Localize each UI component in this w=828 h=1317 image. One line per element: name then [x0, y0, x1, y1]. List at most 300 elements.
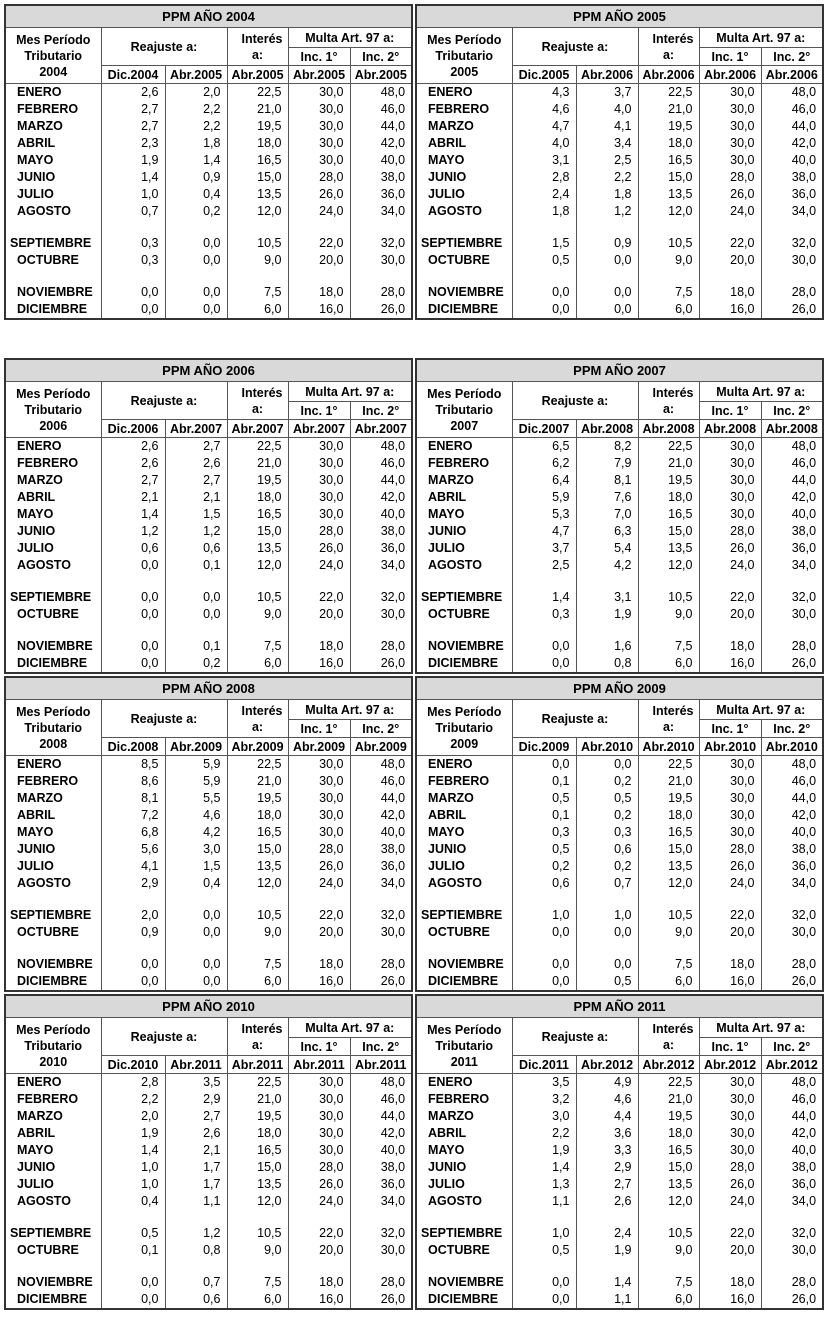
- reajuste-abr-cell: 6,3: [576, 523, 638, 540]
- interes-abr-header: Abr.2005: [227, 66, 288, 84]
- reajuste-abr-cell: 2,0: [165, 84, 227, 102]
- table-row: [5, 186, 412, 203]
- inc2-cell: 44,0: [350, 1108, 412, 1125]
- reajuste-dic-cell: 1,4: [101, 506, 165, 523]
- reajuste-dic-cell: 3,5: [512, 1074, 576, 1092]
- table-title: PPM AÑO 2011: [416, 995, 823, 1018]
- month-cell: ABRIL: [5, 489, 101, 506]
- spacer-cell: [761, 892, 823, 907]
- month-cell: NOVIEMBRE: [416, 1274, 512, 1291]
- inc1-cell: 28,0: [288, 1159, 350, 1176]
- table-title: PPM AÑO 2010: [5, 995, 412, 1018]
- reajuste-abr-cell: 3,1: [576, 589, 638, 606]
- reajuste-dic-cell: 2,2: [512, 1125, 576, 1142]
- mes-periodo-label: Mes Período Tributario: [16, 704, 91, 735]
- interes-cell: 19,5: [638, 790, 699, 807]
- inc2-cell: 40,0: [761, 824, 823, 841]
- reajuste-abr-cell: 1,6: [576, 638, 638, 655]
- reajuste-dic-cell: 0,6: [512, 875, 576, 892]
- dic-header: Dic.2008: [101, 738, 165, 756]
- reajuste-abr-cell: 0,4: [165, 875, 227, 892]
- reajuste-dic-cell: 0,0: [512, 756, 576, 774]
- inc2-cell: 46,0: [350, 101, 412, 118]
- table-row: [416, 152, 823, 169]
- inc2-header: Inc. 2°: [761, 402, 823, 420]
- multa-header: Multa Art. 97 a:: [288, 382, 412, 402]
- table-row: [5, 756, 412, 774]
- reajuste-dic-cell: 0,0: [101, 589, 165, 606]
- reajuste-abr-cell: 0,0: [165, 973, 227, 991]
- table-row: [5, 203, 412, 220]
- month-cell: NOVIEMBRE: [416, 956, 512, 973]
- interes-cell: 16,5: [227, 1142, 288, 1159]
- spacer-cell: [165, 623, 227, 638]
- month-cell: MAYO: [5, 824, 101, 841]
- inc2-cell: 44,0: [350, 790, 412, 807]
- inc2-cell: 40,0: [761, 506, 823, 523]
- table-row: [416, 875, 823, 892]
- inc1-abr-header: Abr.2009: [288, 738, 350, 756]
- inc1-cell: 30,0: [699, 489, 761, 506]
- interes-cell: 12,0: [227, 203, 288, 220]
- reajuste-abr-cell: 2,6: [165, 1125, 227, 1142]
- inc1-cell: 20,0: [699, 924, 761, 941]
- inc2-cell: 42,0: [350, 135, 412, 152]
- inc1-abr-header: Abr.2011: [288, 1056, 350, 1074]
- table-row: [5, 907, 412, 924]
- table-row: [416, 956, 823, 973]
- inc1-cell: 30,0: [699, 152, 761, 169]
- spacer-cell: [101, 623, 165, 638]
- tributario-year: 2007: [450, 418, 479, 433]
- reajuste-abr-cell: 0,2: [576, 858, 638, 875]
- month-cell: AGOSTO: [5, 1193, 101, 1210]
- inc2-cell: 30,0: [761, 606, 823, 623]
- reajuste-abr-cell: 0,0: [576, 756, 638, 774]
- month-cell: AGOSTO: [5, 875, 101, 892]
- reajuste-dic-cell: 2,9: [101, 875, 165, 892]
- inc1-cell: 24,0: [699, 203, 761, 220]
- month-cell: AGOSTO: [416, 203, 512, 220]
- reajuste-abr-cell: 4,9: [576, 1074, 638, 1092]
- table-row: [416, 907, 823, 924]
- month-cell: MARZO: [5, 472, 101, 489]
- spacer-cell: [576, 269, 638, 284]
- reajuste-dic-cell: 0,0: [101, 655, 165, 673]
- month-cell: NOVIEMBRE: [416, 638, 512, 655]
- interes-cell: 7,5: [638, 638, 699, 655]
- inc2-cell: 28,0: [350, 1274, 412, 1291]
- interes-abr-header: Abr.2009: [227, 738, 288, 756]
- table-row: [5, 655, 412, 673]
- inc2-cell: 26,0: [350, 973, 412, 991]
- month-cell: MAYO: [5, 152, 101, 169]
- inc1-cell: 24,0: [288, 1193, 350, 1210]
- reajuste-dic-cell: 1,0: [101, 1176, 165, 1193]
- reajuste-dic-cell: 0,2: [512, 858, 576, 875]
- month-cell: MAYO: [416, 824, 512, 841]
- month-cell: ABRIL: [416, 489, 512, 506]
- spacer-cell: [227, 1259, 288, 1274]
- inc2-cell: 38,0: [761, 1159, 823, 1176]
- interes-cell: 7,5: [227, 284, 288, 301]
- reajuste-dic-cell: 4,7: [512, 118, 576, 135]
- month-cell: OCTUBRE: [416, 606, 512, 623]
- table-row: [5, 790, 412, 807]
- inc2-cell: 30,0: [350, 606, 412, 623]
- reajuste-dic-cell: 4,3: [512, 84, 576, 102]
- interes-cell: 10,5: [227, 907, 288, 924]
- interes-cell: 22,5: [227, 1074, 288, 1092]
- inc1-cell: 30,0: [288, 84, 350, 102]
- table-row: [416, 455, 823, 472]
- table-row: [5, 252, 412, 269]
- interes-cell: 9,0: [638, 606, 699, 623]
- reajuste-abr-cell: 0,2: [165, 203, 227, 220]
- interes-cell: 6,0: [638, 655, 699, 673]
- spacer-cell: [350, 623, 412, 638]
- month-cell: OCTUBRE: [5, 606, 101, 623]
- reajuste-dic-cell: 0,5: [101, 1225, 165, 1242]
- inc1-cell: 30,0: [288, 489, 350, 506]
- abr-header: Abr.2007: [165, 420, 227, 438]
- ppm-table-2008: [4, 676, 413, 992]
- inc1-cell: 18,0: [699, 284, 761, 301]
- inc1-cell: 30,0: [288, 1091, 350, 1108]
- spacer-cell: [165, 941, 227, 956]
- interes-header: Interés a:: [227, 700, 288, 738]
- month-cell: MAYO: [5, 1142, 101, 1159]
- interes-cell: 15,0: [638, 523, 699, 540]
- table-row: [5, 638, 412, 655]
- reajuste-abr-cell: 1,5: [165, 858, 227, 875]
- inc1-cell: 24,0: [699, 557, 761, 574]
- spacer-cell: [761, 269, 823, 284]
- reajuste-abr-cell: 0,2: [576, 807, 638, 824]
- reajuste-abr-cell: 1,9: [576, 1242, 638, 1259]
- month-cell: FEBRERO: [5, 773, 101, 790]
- inc1-cell: 24,0: [288, 875, 350, 892]
- inc1-cell: 28,0: [699, 523, 761, 540]
- interes-cell: 16,5: [638, 1142, 699, 1159]
- spacer-cell: [101, 941, 165, 956]
- spacer-cell: [638, 941, 699, 956]
- table-row: [416, 101, 823, 118]
- spacer-cell: [699, 623, 761, 638]
- ppm-table-2007: [415, 358, 824, 674]
- spacer-cell: [761, 1210, 823, 1225]
- reajuste-dic-cell: 2,3: [101, 135, 165, 152]
- month-cell: JULIO: [5, 1176, 101, 1193]
- reajuste-abr-cell: 3,0: [165, 841, 227, 858]
- month-cell: AGOSTO: [5, 557, 101, 574]
- spacer-cell: [638, 1210, 699, 1225]
- reajuste-abr-cell: 3,4: [576, 135, 638, 152]
- inc2-cell: 28,0: [761, 1274, 823, 1291]
- table-row: [416, 1242, 823, 1259]
- spacer-cell: [699, 269, 761, 284]
- reajuste-header: Reajuste a:: [512, 700, 638, 738]
- table-row: [416, 438, 823, 456]
- reajuste-dic-cell: 0,0: [101, 956, 165, 973]
- month-cell: JULIO: [416, 186, 512, 203]
- spacer-cell: [227, 220, 288, 235]
- inc2-cell: 48,0: [350, 1074, 412, 1092]
- month-cell: AGOSTO: [416, 557, 512, 574]
- interes-cell: 10,5: [227, 1225, 288, 1242]
- inc2-cell: 38,0: [350, 841, 412, 858]
- inc1-cell: 28,0: [699, 169, 761, 186]
- inc2-cell: 44,0: [761, 790, 823, 807]
- month-cell: FEBRERO: [5, 455, 101, 472]
- month-cell: ABRIL: [416, 135, 512, 152]
- interes-abr-header: Abr.2007: [227, 420, 288, 438]
- multa-header: Multa Art. 97 a:: [699, 382, 823, 402]
- inc1-cell: 30,0: [288, 1125, 350, 1142]
- interes-cell: 13,5: [227, 186, 288, 203]
- reajuste-dic-cell: 0,5: [512, 1242, 576, 1259]
- reajuste-abr-cell: 7,9: [576, 455, 638, 472]
- spacer-cell: [165, 269, 227, 284]
- reajuste-abr-cell: 0,6: [165, 1291, 227, 1309]
- reajuste-dic-cell: 5,6: [101, 841, 165, 858]
- month-cell: SEPTIEMBRE: [5, 1225, 101, 1242]
- reajuste-dic-cell: 1,0: [512, 907, 576, 924]
- spacer-cell: [350, 1259, 412, 1274]
- spacer-cell: [576, 1259, 638, 1274]
- spacer-cell: [288, 220, 350, 235]
- month-cell: ENERO: [5, 1074, 101, 1092]
- inc2-cell: 44,0: [761, 472, 823, 489]
- interes-cell: 16,5: [638, 506, 699, 523]
- inc2-cell: 38,0: [761, 841, 823, 858]
- inc2-abr-header: Abr.2011: [350, 1056, 412, 1074]
- multa-header: Multa Art. 97 a:: [699, 700, 823, 720]
- month-cell: JULIO: [416, 540, 512, 557]
- month-cell: JULIO: [5, 540, 101, 557]
- month-cell: JULIO: [416, 1176, 512, 1193]
- reajuste-abr-cell: 1,7: [165, 1159, 227, 1176]
- spacer-cell: [416, 269, 512, 284]
- month-cell: AGOSTO: [416, 875, 512, 892]
- inc2-cell: 34,0: [350, 557, 412, 574]
- inc2-header: Inc. 2°: [761, 720, 823, 738]
- table-row: [5, 1159, 412, 1176]
- mes-periodo-label: Mes Período Tributario: [16, 386, 91, 417]
- spacer-cell: [350, 892, 412, 907]
- mes-periodo-label: Mes Período Tributario: [16, 1022, 91, 1053]
- inc2-cell: 30,0: [350, 252, 412, 269]
- reajuste-dic-cell: 1,2: [101, 523, 165, 540]
- interes-abr-header: Abr.2006: [638, 66, 699, 84]
- reajuste-dic-cell: 4,0: [512, 135, 576, 152]
- month-cell: AGOSTO: [416, 1193, 512, 1210]
- reajuste-abr-cell: 7,0: [576, 506, 638, 523]
- interes-cell: 15,0: [638, 841, 699, 858]
- reajuste-dic-cell: 2,6: [101, 84, 165, 102]
- inc1-cell: 26,0: [288, 186, 350, 203]
- spacer-cell: [5, 574, 101, 589]
- table-row: [416, 540, 823, 557]
- reajuste-dic-cell: 2,8: [101, 1074, 165, 1092]
- inc1-cell: 26,0: [699, 858, 761, 875]
- table-row: [5, 523, 412, 540]
- inc2-cell: 40,0: [350, 152, 412, 169]
- reajuste-dic-cell: 0,9: [101, 924, 165, 941]
- interes-cell: 16,5: [227, 152, 288, 169]
- inc1-cell: 22,0: [288, 235, 350, 252]
- inc2-cell: 30,0: [761, 1242, 823, 1259]
- inc1-cell: 18,0: [699, 956, 761, 973]
- inc1-cell: 20,0: [288, 252, 350, 269]
- interes-cell: 22,5: [638, 438, 699, 456]
- reajuste-dic-cell: 2,4: [512, 186, 576, 203]
- table-row: [5, 506, 412, 523]
- inc1-header: Inc. 1°: [699, 720, 761, 738]
- reajuste-dic-cell: 6,4: [512, 472, 576, 489]
- reajuste-abr-cell: 0,0: [165, 606, 227, 623]
- table-row: [5, 1176, 412, 1193]
- table-row: [5, 489, 412, 506]
- table-row: [5, 875, 412, 892]
- table-row: [5, 169, 412, 186]
- month-cell: MARZO: [416, 1108, 512, 1125]
- interes-cell: 19,5: [638, 1108, 699, 1125]
- month-cell: SEPTIEMBRE: [416, 589, 512, 606]
- inc1-cell: 30,0: [288, 472, 350, 489]
- interes-cell: 21,0: [638, 455, 699, 472]
- inc2-cell: 26,0: [761, 1291, 823, 1309]
- reajuste-abr-cell: 0,5: [576, 790, 638, 807]
- spacer-cell: [165, 1259, 227, 1274]
- interes-cell: 19,5: [227, 1108, 288, 1125]
- reajuste-abr-cell: 2,7: [576, 1176, 638, 1193]
- inc1-cell: 16,0: [288, 1291, 350, 1309]
- inc1-header: Inc. 1°: [288, 1038, 350, 1056]
- spacer-cell: [101, 574, 165, 589]
- reajuste-abr-cell: 0,0: [576, 252, 638, 269]
- reajuste-dic-cell: 2,2: [101, 1091, 165, 1108]
- spacer-cell: [416, 941, 512, 956]
- inc2-cell: 34,0: [350, 1193, 412, 1210]
- reajuste-abr-cell: 0,0: [576, 924, 638, 941]
- spacer-cell: [699, 574, 761, 589]
- reajuste-abr-cell: 5,4: [576, 540, 638, 557]
- spacer-cell: [416, 1259, 512, 1274]
- interes-cell: 19,5: [638, 472, 699, 489]
- interes-cell: 6,0: [227, 973, 288, 991]
- inc1-cell: 30,0: [699, 101, 761, 118]
- abr-header: Abr.2009: [165, 738, 227, 756]
- inc1-cell: 20,0: [288, 924, 350, 941]
- inc1-cell: 30,0: [699, 824, 761, 841]
- interes-cell: 12,0: [638, 203, 699, 220]
- inc2-cell: 30,0: [350, 1242, 412, 1259]
- ppm-table-2009: [415, 676, 824, 992]
- inc2-cell: 46,0: [350, 1091, 412, 1108]
- inc1-cell: 30,0: [288, 807, 350, 824]
- reajuste-abr-cell: 1,1: [165, 1193, 227, 1210]
- inc2-abr-header: Abr.2012: [761, 1056, 823, 1074]
- inc1-cell: 16,0: [288, 655, 350, 673]
- table-row: [5, 1274, 412, 1291]
- month-cell: FEBRERO: [5, 101, 101, 118]
- table-row: [5, 973, 412, 991]
- inc1-cell: 30,0: [288, 438, 350, 456]
- table-row: [416, 824, 823, 841]
- table-row: [5, 1091, 412, 1108]
- interes-cell: 19,5: [227, 472, 288, 489]
- reajuste-dic-cell: 8,1: [101, 790, 165, 807]
- reajuste-header: Reajuste a:: [101, 382, 227, 420]
- inc1-cell: 26,0: [699, 1176, 761, 1193]
- inc1-cell: 28,0: [288, 841, 350, 858]
- inc1-header: Inc. 1°: [288, 402, 350, 420]
- interes-cell: 10,5: [638, 235, 699, 252]
- reajuste-abr-cell: 2,7: [165, 472, 227, 489]
- reajuste-dic-cell: 1,4: [512, 1159, 576, 1176]
- table-row: [416, 506, 823, 523]
- reajuste-abr-cell: 5,9: [165, 756, 227, 774]
- table-row: [5, 858, 412, 875]
- table-row: [416, 203, 823, 220]
- spacer-cell: [638, 892, 699, 907]
- spacer-cell: [288, 892, 350, 907]
- inc2-header: Inc. 2°: [350, 720, 412, 738]
- inc1-cell: 22,0: [699, 589, 761, 606]
- month-cell: ENERO: [416, 84, 512, 102]
- reajuste-dic-cell: 0,3: [512, 824, 576, 841]
- inc1-cell: 30,0: [288, 773, 350, 790]
- table-row: [416, 606, 823, 623]
- reajuste-abr-cell: 2,2: [165, 118, 227, 135]
- reajuste-header: Reajuste a:: [101, 28, 227, 66]
- month-cell: ENERO: [5, 84, 101, 102]
- mes-periodo-label: Mes Período Tributario: [427, 704, 502, 735]
- inc1-cell: 18,0: [288, 284, 350, 301]
- inc1-cell: 30,0: [288, 1108, 350, 1125]
- reajuste-dic-cell: 0,0: [512, 956, 576, 973]
- inc1-cell: 20,0: [288, 606, 350, 623]
- reajuste-dic-cell: 1,9: [101, 1125, 165, 1142]
- month-cell: MARZO: [416, 118, 512, 135]
- inc1-cell: 22,0: [699, 907, 761, 924]
- interes-cell: 12,0: [227, 1193, 288, 1210]
- inc2-cell: 42,0: [350, 489, 412, 506]
- inc1-cell: 30,0: [288, 790, 350, 807]
- reajuste-abr-cell: 1,4: [165, 152, 227, 169]
- reajuste-abr-cell: 1,5: [165, 506, 227, 523]
- inc2-cell: 28,0: [350, 638, 412, 655]
- reajuste-abr-cell: 2,1: [165, 1142, 227, 1159]
- inc1-cell: 16,0: [288, 973, 350, 991]
- month-cell: FEBRERO: [416, 773, 512, 790]
- inc1-abr-header: Abr.2007: [288, 420, 350, 438]
- table-row: [5, 1142, 412, 1159]
- inc1-cell: 18,0: [288, 1274, 350, 1291]
- table-row: [416, 557, 823, 574]
- inc2-cell: 46,0: [350, 455, 412, 472]
- spacer-cell: [761, 574, 823, 589]
- spacer-cell: [5, 1259, 101, 1274]
- month-cell: NOVIEMBRE: [5, 1274, 101, 1291]
- inc1-cell: 30,0: [699, 118, 761, 135]
- reajuste-dic-cell: 6,2: [512, 455, 576, 472]
- reajuste-dic-cell: 2,7: [101, 101, 165, 118]
- inc2-cell: 46,0: [761, 101, 823, 118]
- interes-cell: 9,0: [227, 1242, 288, 1259]
- inc2-cell: 32,0: [761, 589, 823, 606]
